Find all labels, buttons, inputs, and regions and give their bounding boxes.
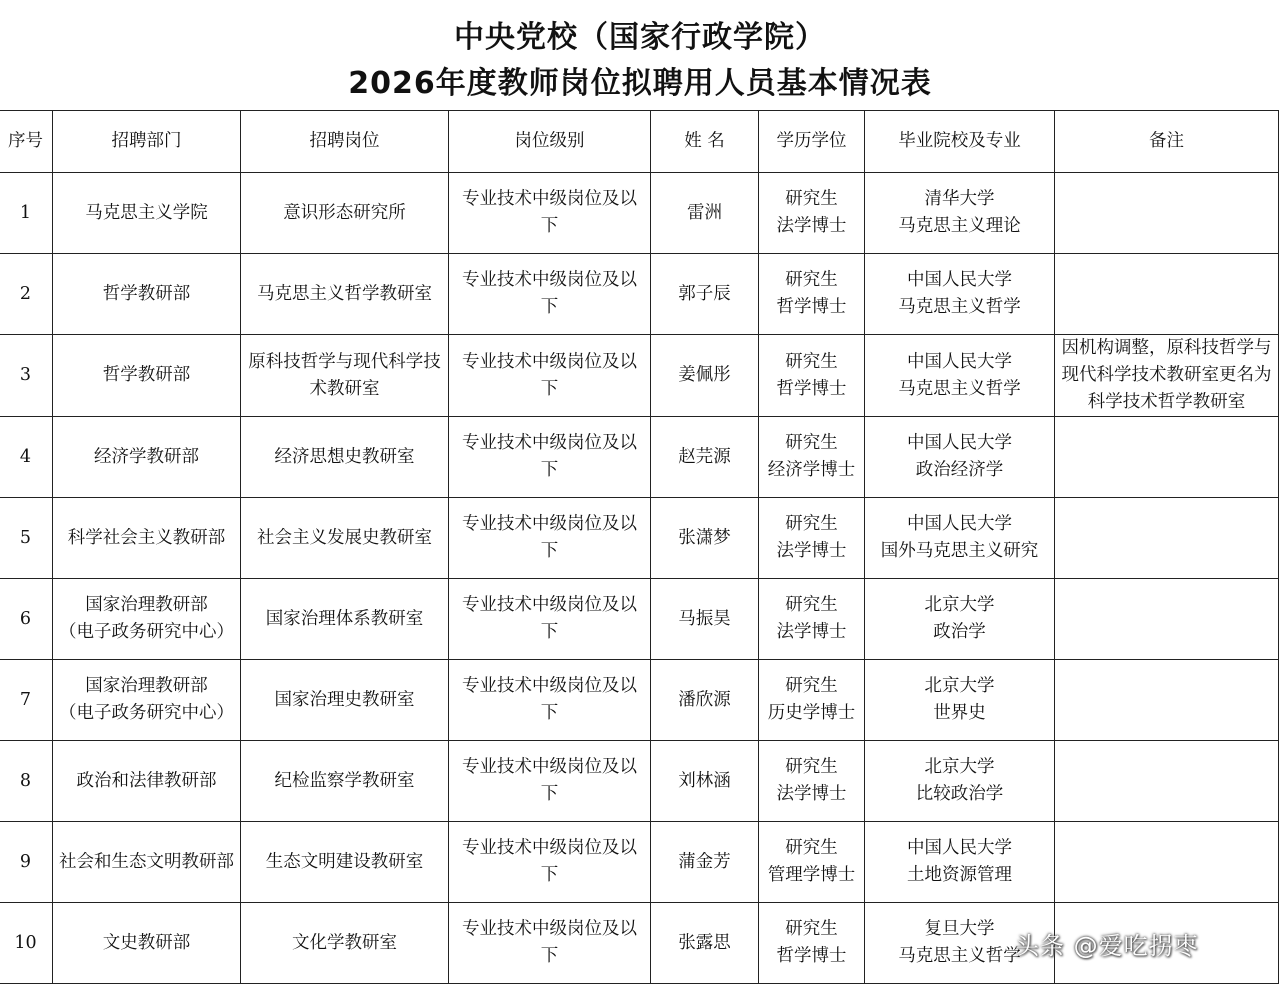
- cell-degree-line: 哲学博士: [776, 378, 847, 399]
- table-row: [0, 254, 1279, 335]
- cell-level-line: 专业技术中级岗位及以: [462, 757, 637, 777]
- cell-degree-line: 研究生: [785, 270, 838, 290]
- cell-post: [241, 335, 449, 417]
- cell-degree-line: 法学博士: [776, 784, 847, 804]
- cell-level: [449, 498, 651, 579]
- cell-school-line: 北京大学: [924, 676, 995, 696]
- cell-dept: [53, 173, 241, 254]
- cell-dept: [53, 903, 241, 984]
- cell-degree: [759, 173, 865, 254]
- cell-school: [865, 417, 1055, 498]
- cell-no: 2: [0, 254, 53, 335]
- cell-post-line: 社会主义发展史教研室: [257, 527, 432, 548]
- cell-name: 郭子辰: [651, 254, 759, 335]
- cell-level-line: 专业技术中级岗位及以: [462, 838, 637, 858]
- cell-level-line: 专业技术中级岗位及以: [462, 514, 637, 534]
- table-row: [0, 335, 1279, 417]
- cell-degree-line: 研究生: [785, 514, 838, 534]
- cell-degree: [759, 498, 865, 579]
- col-header-degree: 学历学位: [759, 111, 865, 173]
- cell-school-line: 政治经济学: [915, 460, 1004, 480]
- cell-post: [241, 741, 449, 822]
- cell-level-line: 下: [540, 703, 559, 723]
- cell-post: [241, 498, 449, 579]
- cell-no: 6: [0, 579, 53, 660]
- cell-dept-line: 马克思主义学院: [85, 202, 208, 223]
- cell-no: 10: [0, 903, 53, 984]
- cell-school-line: 土地资源管理: [907, 865, 1012, 885]
- cell-level-line: 下: [540, 541, 559, 561]
- cell-dept-line: 社会和生态文明教研部: [59, 851, 234, 872]
- cell-school: [865, 254, 1055, 335]
- cell-name: 张潇梦: [651, 498, 759, 579]
- cell-dept: [53, 579, 241, 660]
- cell-level-line: 专业技术中级岗位及以: [462, 919, 637, 939]
- cell-school-line: 比较政治学: [915, 784, 1004, 804]
- cell-level-line: 专业技术中级岗位及以: [462, 433, 637, 453]
- col-header-school: 毕业院校及专业: [865, 111, 1055, 173]
- cell-level-line: 下: [540, 946, 559, 966]
- col-header-level: 岗位级别: [449, 111, 651, 173]
- cell-dept-line: 哲学教研部: [102, 365, 191, 385]
- cell-school-line: 马克思主义理论: [898, 216, 1021, 236]
- cell-no: 8: [0, 741, 53, 822]
- cell-degree-line: 法学博士: [776, 622, 847, 642]
- cell-degree-line: 法学博士: [776, 541, 847, 561]
- cell-school-line: 中国人民大学: [907, 270, 1012, 290]
- cell-dept-line: （电子政务研究中心）: [59, 622, 234, 642]
- cell-no: 3: [0, 335, 53, 417]
- cell-degree: [759, 660, 865, 741]
- cell-post-line: 原科技哲学与现代科学技: [248, 351, 441, 372]
- table-row: [0, 173, 1279, 254]
- cell-dept-line: 国家治理教研部: [85, 676, 208, 696]
- table-row: [0, 660, 1279, 741]
- cell-school-line: 清华大学: [924, 189, 995, 209]
- cell-degree-line: 研究生: [785, 351, 838, 372]
- cell-school: [865, 173, 1055, 254]
- cell-school-line: 政治学: [933, 622, 986, 642]
- cell-degree-line: 哲学博士: [776, 297, 847, 317]
- cell-dept-line: 科学社会主义教研部: [67, 527, 226, 548]
- cell-no: 1: [0, 173, 53, 254]
- cell-level-line: 下: [540, 297, 559, 317]
- cell-post: [241, 173, 449, 254]
- cell-degree: [759, 822, 865, 903]
- cell-degree: [759, 741, 865, 822]
- cell-level: [449, 579, 651, 660]
- col-header-dept: 招聘部门: [53, 111, 241, 173]
- cell-degree-line: 研究生: [785, 757, 838, 777]
- table-row: [0, 741, 1279, 822]
- cell-note: [1055, 417, 1279, 498]
- cell-school-line: 国外马克思主义研究: [880, 541, 1039, 561]
- cell-note: [1055, 173, 1279, 254]
- cell-level-line: 下: [540, 622, 559, 642]
- cell-dept: [53, 660, 241, 741]
- table-header-row: [0, 111, 1279, 173]
- cell-degree-line: 研究生: [785, 838, 838, 858]
- cell-level: [449, 417, 651, 498]
- cell-note: [1055, 498, 1279, 579]
- cell-no: 5: [0, 498, 53, 579]
- cell-school: [865, 660, 1055, 741]
- cell-level-line: 下: [540, 784, 559, 804]
- cell-school-line: 中国人民大学: [907, 838, 1012, 858]
- cell-level: [449, 903, 651, 984]
- cell-level-line: 下: [540, 216, 559, 236]
- cell-dept: [53, 498, 241, 579]
- cell-dept-line: 经济学教研部: [94, 446, 199, 467]
- cell-post: [241, 903, 449, 984]
- cell-school-line: 中国人民大学: [907, 351, 1012, 372]
- cell-degree-line: 哲学博士: [776, 946, 847, 966]
- cell-dept-line: 文史教研部: [102, 932, 191, 953]
- cell-degree: [759, 579, 865, 660]
- cell-degree-line: 研究生: [785, 919, 838, 939]
- cell-school-line: 北京大学: [924, 757, 995, 777]
- cell-school: [865, 335, 1055, 417]
- personnel-table: [0, 110, 1279, 984]
- cell-degree-line: 历史学博士: [767, 703, 856, 723]
- cell-post-line: 术教研室: [309, 378, 380, 399]
- cell-level: [449, 660, 651, 741]
- cell-degree-line: 经济学博士: [767, 460, 856, 480]
- cell-post-line: 经济思想史教研室: [274, 446, 415, 467]
- cell-name: 马振昊: [651, 579, 759, 660]
- cell-name: 张露思: [651, 903, 759, 984]
- cell-note: [1055, 741, 1279, 822]
- cell-note: 因机构调整，原科技哲学与现代科学技术教研室更名为科学技术哲学教研室: [1055, 335, 1279, 417]
- cell-post: [241, 254, 449, 335]
- cell-post: [241, 660, 449, 741]
- cell-post-line: 生态文明建设教研室: [265, 851, 424, 872]
- cell-dept: [53, 741, 241, 822]
- document-title-line2: 2026年度教师岗位拟聘用人员基本情况表: [348, 66, 932, 101]
- cell-level-line: 下: [540, 460, 559, 480]
- cell-name: 潘欣源: [651, 660, 759, 741]
- cell-degree-line: 管理学博士: [767, 865, 856, 885]
- document-title-line1: 中央党校（国家行政学院）: [454, 20, 826, 55]
- cell-degree: [759, 417, 865, 498]
- cell-note: [1055, 579, 1279, 660]
- col-header-no: 序号: [0, 111, 53, 173]
- cell-dept-line: （电子政务研究中心）: [59, 703, 234, 723]
- cell-no: 7: [0, 660, 53, 741]
- cell-school: [865, 498, 1055, 579]
- cell-post: [241, 417, 449, 498]
- cell-school: [865, 579, 1055, 660]
- cell-school: [865, 822, 1055, 903]
- cell-level-line: 专业技术中级岗位及以: [462, 189, 637, 209]
- cell-level-line: 下: [540, 865, 559, 885]
- cell-degree-line: 研究生: [785, 189, 838, 209]
- cell-degree-line: 研究生: [785, 433, 838, 453]
- col-header-post: 招聘岗位: [241, 111, 449, 173]
- cell-degree: [759, 254, 865, 335]
- col-header-name: 姓 名: [651, 111, 759, 173]
- cell-school-line: 中国人民大学: [907, 433, 1012, 453]
- col-header-note: 备注: [1055, 111, 1279, 173]
- cell-level-line: 专业技术中级岗位及以: [462, 676, 637, 696]
- cell-school: [865, 741, 1055, 822]
- document-header: [0, 0, 1280, 110]
- cell-dept: [53, 822, 241, 903]
- cell-post-line: 文化学教研室: [292, 932, 397, 953]
- cell-level: [449, 254, 651, 335]
- cell-post-line: 国家治理史教研室: [274, 689, 415, 710]
- cell-dept: [53, 417, 241, 498]
- cell-degree: [759, 335, 865, 417]
- cell-degree: [759, 903, 865, 984]
- cell-no: 4: [0, 417, 53, 498]
- cell-degree-line: 法学博士: [776, 216, 847, 236]
- cell-name: 刘林涵: [651, 741, 759, 822]
- cell-name: 雷洲: [651, 173, 759, 254]
- table-row: [0, 498, 1279, 579]
- cell-school-line: 复旦大学: [924, 919, 995, 939]
- cell-school-line: 马克思主义哲学: [898, 946, 1021, 966]
- table-row: [0, 579, 1279, 660]
- cell-no: 9: [0, 822, 53, 903]
- cell-dept: [53, 254, 241, 335]
- cell-note: [1055, 660, 1279, 741]
- cell-level-line: 下: [540, 378, 559, 399]
- cell-post: [241, 579, 449, 660]
- table-body: [0, 173, 1279, 984]
- cell-level: [449, 741, 651, 822]
- watermark: 头条 @爱吃拐枣: [1015, 932, 1199, 960]
- cell-post: [241, 822, 449, 903]
- cell-note: [1055, 254, 1279, 335]
- cell-name: 蒲金芳: [651, 822, 759, 903]
- cell-school-line: 中国人民大学: [907, 514, 1012, 534]
- cell-dept-line: 政治和法律教研部: [76, 770, 217, 791]
- cell-school-line: 北京大学: [924, 595, 995, 615]
- cell-post-line: 马克思主义哲学教研室: [257, 283, 432, 304]
- table-row: [0, 417, 1279, 498]
- cell-level: [449, 335, 651, 417]
- cell-level-line: 专业技术中级岗位及以: [462, 270, 637, 290]
- cell-level: [449, 822, 651, 903]
- cell-degree-line: 研究生: [785, 676, 838, 696]
- cell-degree-line: 研究生: [785, 595, 838, 615]
- cell-level-line: 专业技术中级岗位及以: [462, 595, 637, 615]
- cell-dept-line: 哲学教研部: [102, 283, 191, 304]
- table-row: [0, 822, 1279, 903]
- cell-post-line: 纪检监察学教研室: [274, 770, 415, 791]
- cell-dept-line: 国家治理教研部: [85, 595, 208, 615]
- cell-school-line: 马克思主义哲学: [898, 297, 1021, 317]
- cell-school-line: 马克思主义哲学: [898, 378, 1021, 399]
- cell-post-line: 意识形态研究所: [283, 202, 406, 223]
- cell-note: [1055, 822, 1279, 903]
- cell-dept: [53, 335, 241, 417]
- cell-name: 姜佩彤: [651, 335, 759, 417]
- cell-level-line: 专业技术中级岗位及以: [462, 351, 637, 372]
- cell-school-line: 世界史: [933, 703, 986, 723]
- cell-name: 赵芫源: [651, 417, 759, 498]
- cell-level: [449, 173, 651, 254]
- cell-post-line: 国家治理体系教研室: [265, 608, 424, 629]
